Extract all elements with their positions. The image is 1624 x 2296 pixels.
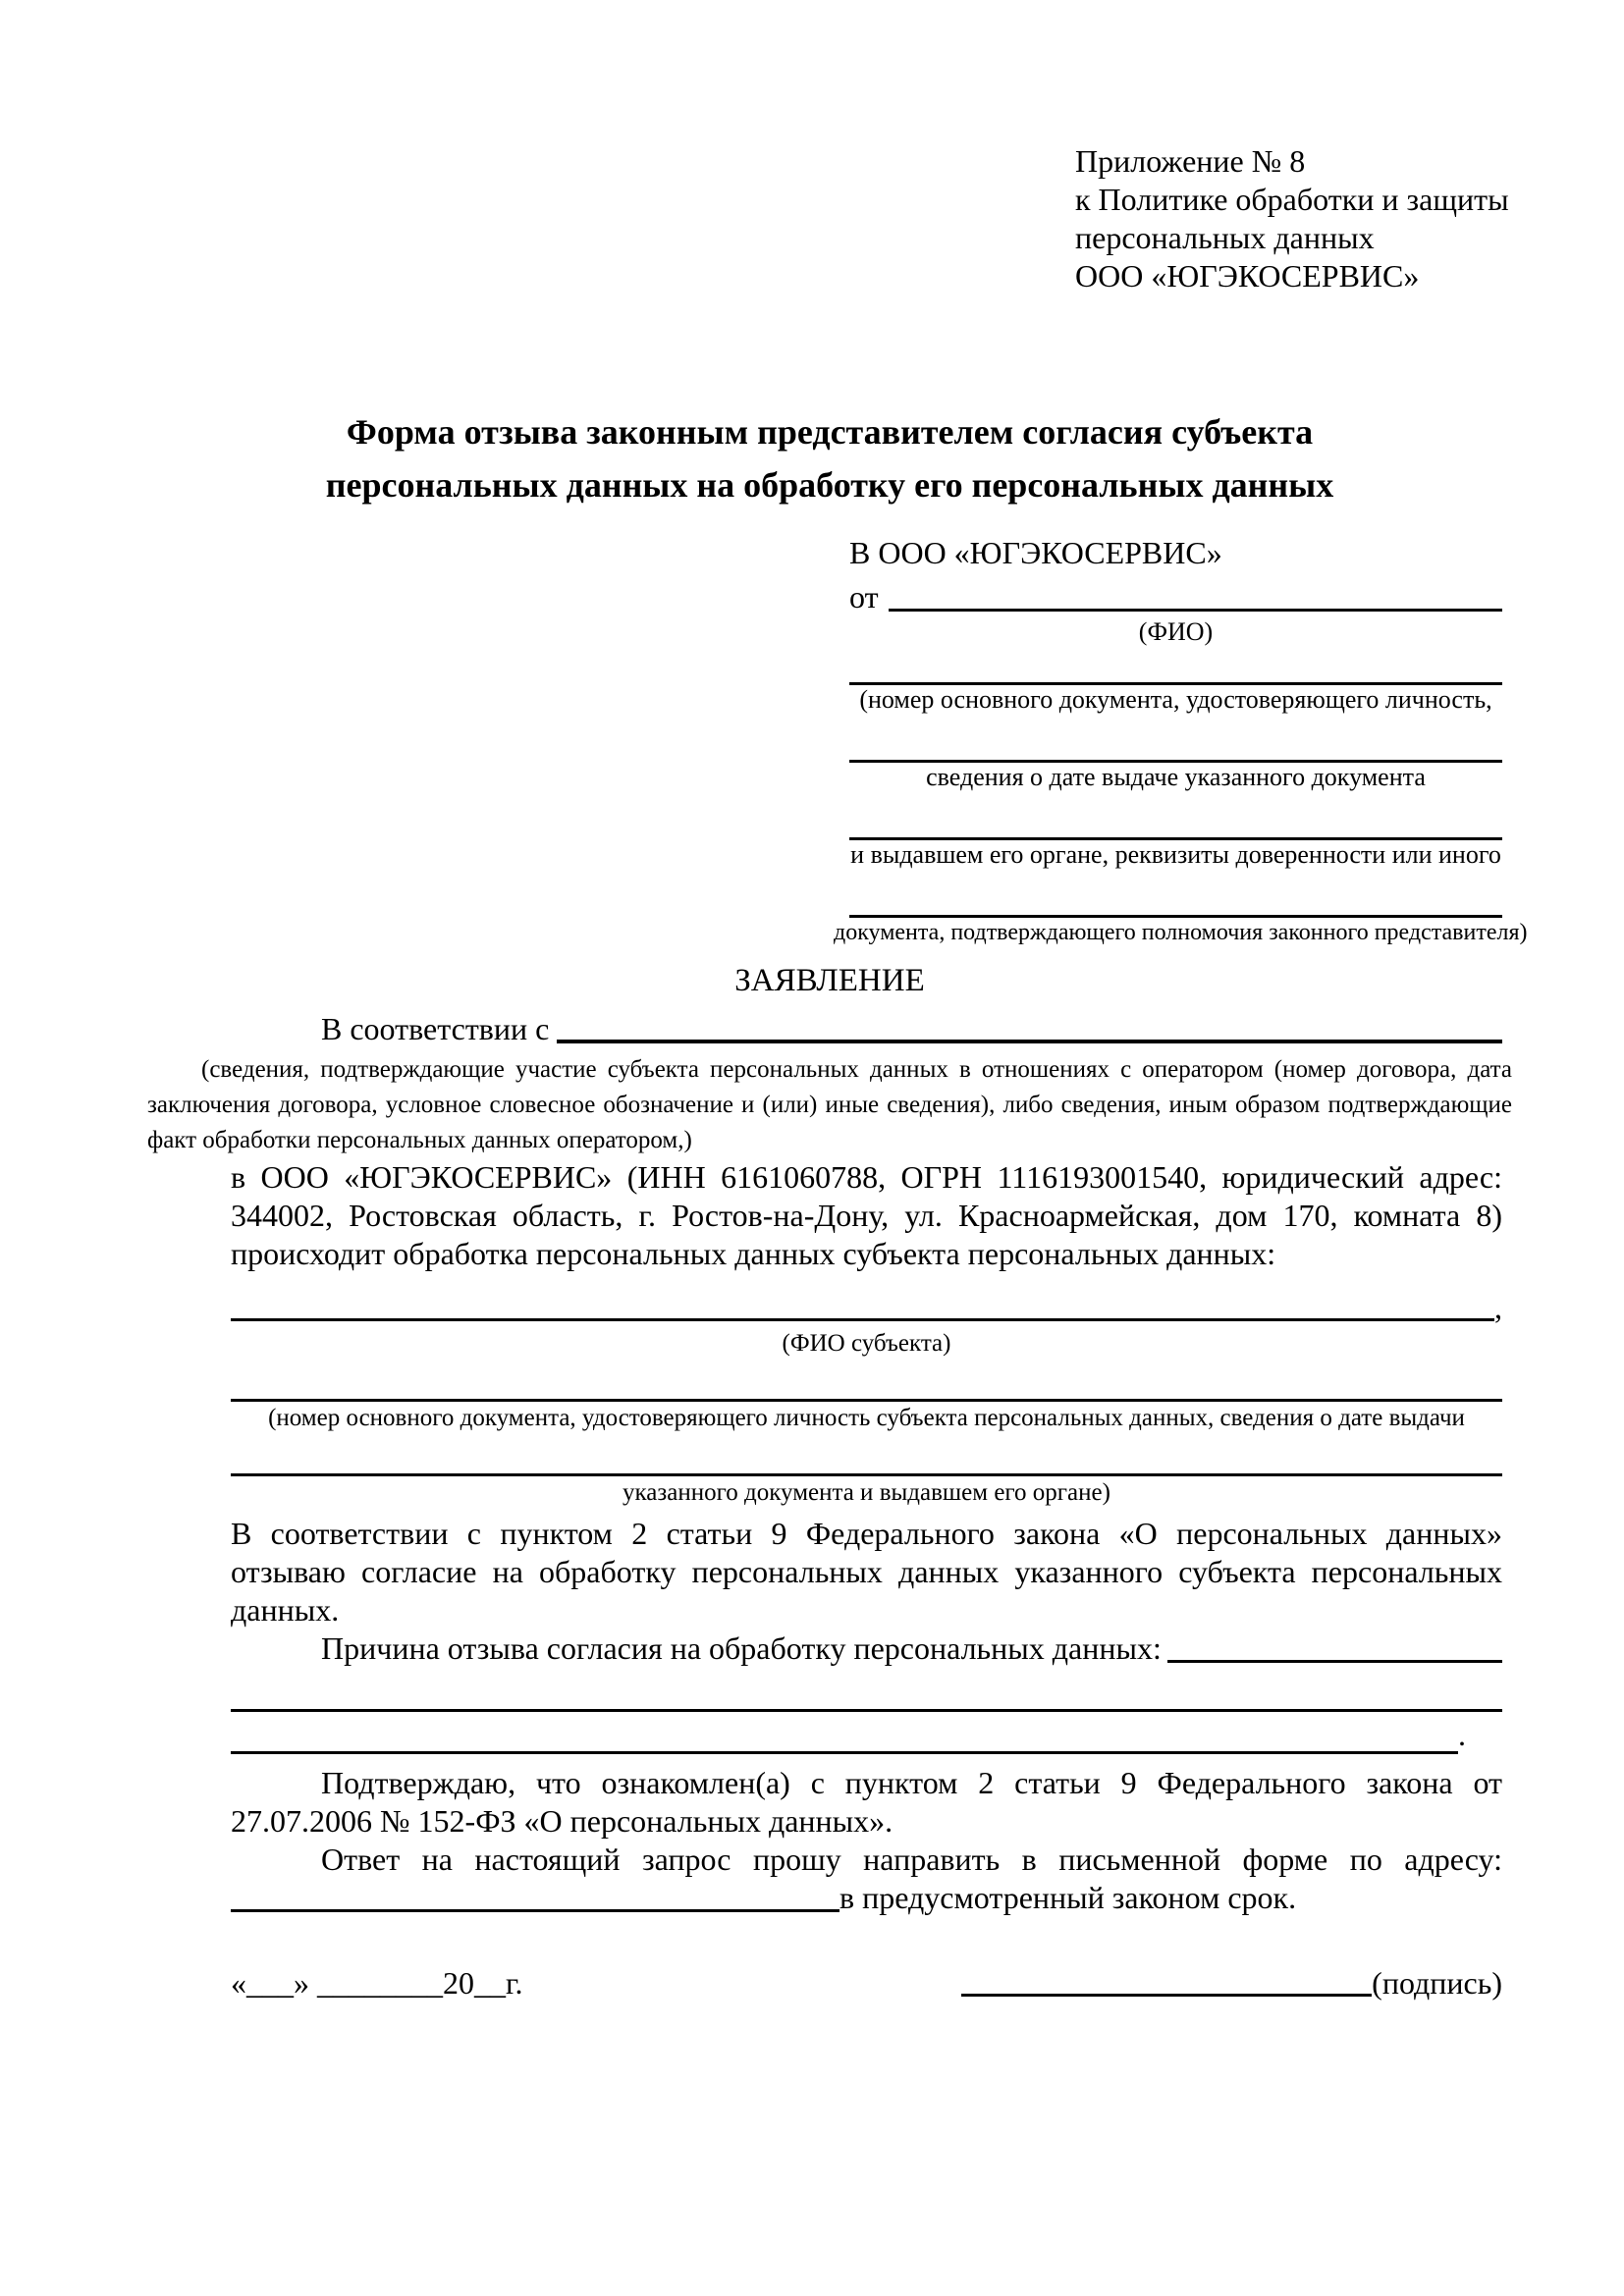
doc-issuer-blank-line: [849, 792, 1502, 840]
signature-blank-line: [961, 1994, 1372, 1997]
doc-number-caption: (номер основного документа, удостоверяющего личность,: [859, 685, 1492, 714]
document-title: [147, 405, 1512, 511]
footer-row: [231, 1964, 1502, 2002]
authority-doc-caption: документа, подтверждающего полномочия законного представителя): [834, 920, 1528, 945]
statement-heading: ЗАЯВЛЕНИЕ: [734, 963, 925, 998]
reason-label: Причина отзыва согласия на обработку персональных данных:: [321, 1630, 1162, 1666]
doc-number-blank-line: [849, 647, 1502, 685]
response-address-blank-line: [231, 1909, 839, 1912]
representative-name-blank-line: [889, 609, 1502, 612]
addressee-organization: В ООО «ЮГЭКОСЕРВИС»: [849, 535, 1222, 570]
title-line-2: персональных данных на обработку его персональных данных: [325, 465, 1334, 505]
operator-paragraph: в ООО «ЮГЭКОСЕРВИС» (ИНН 6161060788, ОГРН 1116193001540, юридический адрес: 344002, Ростовская область, г. Ростов-на-Дону, ул. Красноармейская, дом 170, комната 8) происходит обработка персональных данных субъекта персональных данных:: [231, 1159, 1502, 1271]
reason-last-line-row: [231, 1712, 1502, 1754]
reason-period: .: [1458, 1717, 1466, 1752]
appendix-line-1: Приложение № 8: [1075, 143, 1306, 179]
fio-caption: (ФИО): [1138, 617, 1214, 646]
appendix-line-2: к Политике обработки и защиты: [1075, 182, 1509, 217]
reason-blank-line-full: [231, 1668, 1502, 1712]
relation-details-blank-line: [557, 1040, 1502, 1043]
doc-issue-date-blank-line: [849, 715, 1502, 763]
note-column: [147, 1052, 1512, 1158]
date-placeholder: «___» ________20__г.: [231, 1965, 523, 2001]
response-suffix: в предусмотренный законом срок.: [839, 1880, 1297, 1915]
subject-fio-caption: (ФИО субъекта): [782, 1330, 951, 1357]
signature-caption: (подпись): [1372, 1965, 1502, 2001]
withdrawal-paragraph: В соответствии с пунктом 2 статьи 9 Федерального закона «О персональных данных» отзываю согласие на обработку персональных данных указанного субъекта персональных данных.: [231, 1516, 1502, 1628]
reason-blank-line-start: [1167, 1660, 1502, 1663]
statement-body: [231, 1010, 1502, 1048]
intro-row: [231, 1010, 1502, 1048]
subject-doc-blank-line-2: [231, 1432, 1502, 1476]
response-address-row: [231, 1879, 1502, 1917]
relation-details-note: (сведения, подтверждающие участие субъекта персональных данных в отношениях с оператором (номер договора, дата заключения договора, условное словесное обозначение и (или) иные сведения), либо сведения, иным образом подтверждающие факт обработки персональных данных оператором,): [147, 1056, 1512, 1153]
subject-fio-comma: ,: [1494, 1290, 1502, 1325]
acknowledgement-paragraph: Подтверждаю, что ознакомлен(а) с пунктом 2 статьи 9 Федерального закона от 27.07.2006 № 152-ФЗ «О персональных данных».: [231, 1765, 1502, 1839]
title-line-1: Форма отзыва законным представителем согласия субъекта: [346, 412, 1314, 452]
intro-label: В соответствии с: [321, 1011, 550, 1046]
reason-blank-line-end: [231, 1712, 1458, 1754]
from-label: от: [849, 579, 879, 614]
response-request-paragraph: Ответ на настоящий запрос прошу направить в письменной форме по адресу:: [321, 1842, 1502, 1877]
appendix-line-3: персональных данных: [1075, 220, 1375, 255]
authority-doc-blank-line: [849, 870, 1502, 918]
doc-issue-date-caption: сведения о дате выдаче указанного документа: [926, 763, 1426, 791]
doc-issuer-caption: и выдавшем его органе, реквизиты доверенности или иного: [850, 840, 1501, 869]
from-row: [849, 576, 1502, 617]
subject-doc-caption-2: указанного документа и выдавшем его органе): [623, 1479, 1110, 1506]
subject-fio-row: [231, 1289, 1502, 1327]
subject-doc-caption-1: (номер основного документа, удостоверяющего личность субъекта персональных данных, сведения о дате выдачи: [268, 1405, 1465, 1431]
reason-row: [231, 1629, 1502, 1668]
addressee-block: [834, 531, 1528, 947]
subject-fio-blank-line: [231, 1318, 1494, 1321]
statement-main: [231, 1158, 1502, 2002]
appendix-block: [1075, 142, 1565, 295]
appendix-line-4: ООО «ЮГЭКОСЕРВИС»: [1075, 258, 1420, 294]
subject-doc-blank-line-1: [231, 1358, 1502, 1402]
signature-area: [961, 1964, 1502, 2002]
